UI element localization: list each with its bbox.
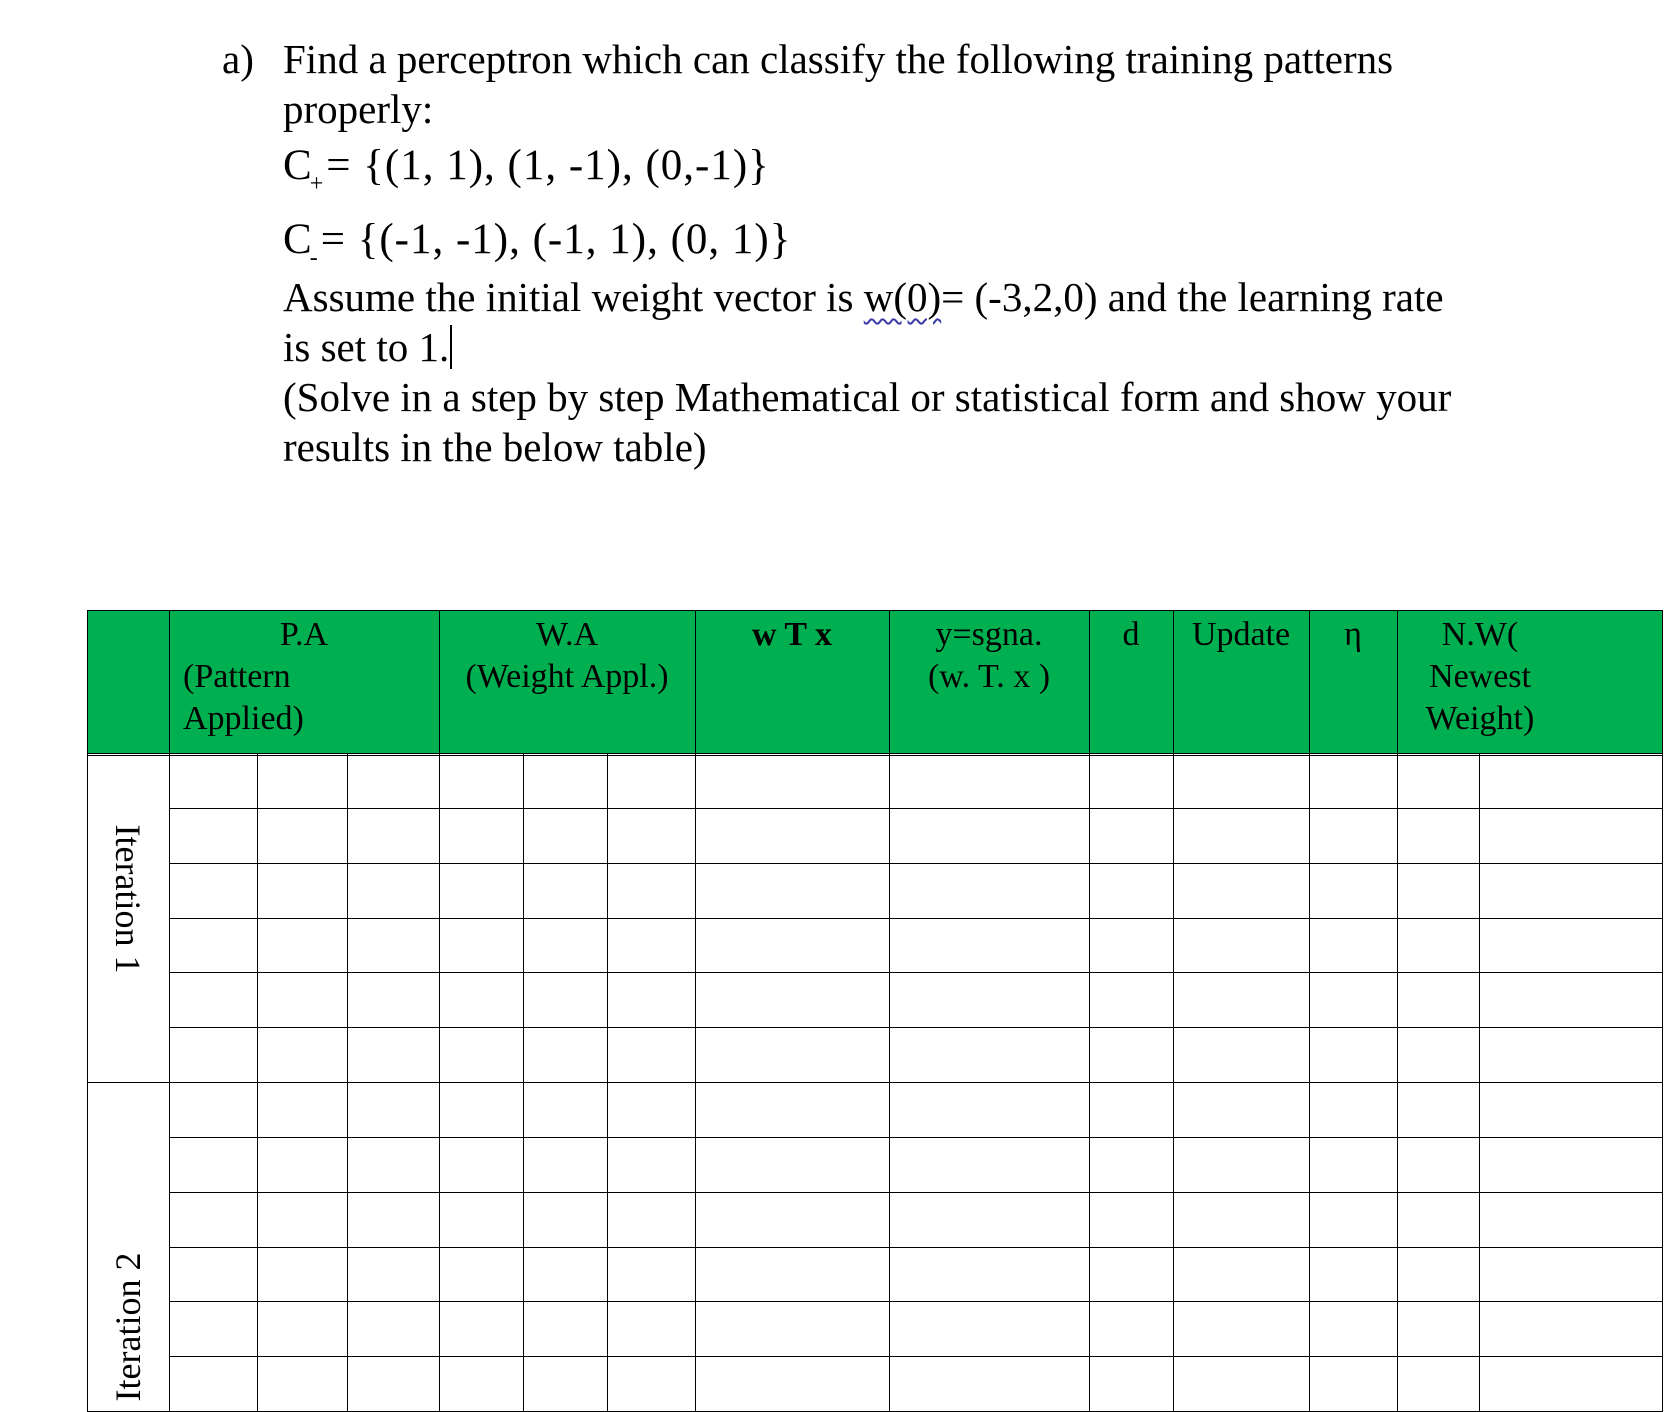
question-line-7: (Solve in a step by step Mathematical or statistical form and show your [283,374,1452,420]
assumption-text: Assume the initial weight vector is [283,274,864,320]
class-negative-set [283,215,791,271]
header-newest-weight [1397,610,1563,754]
question-block [0,0,1667,560]
question-marker: a) [222,36,254,82]
column-divider [889,754,890,1412]
column-divider [347,754,348,1412]
header-column-divider [169,610,170,754]
header-update-label: Update [1191,616,1291,653]
header-wa-line1: W.A [535,616,599,653]
row-divider [169,863,1663,864]
header-y-line2: (w. T. x ) [927,658,1051,695]
header-wtx-label: w T x [751,616,832,653]
iteration-1-label: Iteration 1 [108,824,148,974]
header-pa-line3: Applied) [183,700,304,737]
question-line-1: Find a perceptron which can classify the following training patterns [283,36,1394,82]
header-column-divider [695,610,696,754]
class-positive-set [283,141,770,197]
column-divider [169,754,170,1412]
column-divider [87,754,88,1412]
header-column-divider [1089,610,1090,754]
learning-rate-text: is set to 1. [283,324,450,370]
column-divider [1662,754,1663,1412]
header-wtx [695,610,889,754]
row-divider [87,1082,1663,1083]
header-pa-line1: P.A [279,616,329,653]
question-line-6 [283,322,452,372]
column-divider [1479,754,1480,1412]
header-nw-line2: Newest [1429,658,1531,695]
header-learning-rate [1309,610,1397,754]
question-line-8: results in the below table) [283,424,707,470]
column-divider [439,754,440,1412]
header-update [1173,610,1309,754]
class-positive-symbol: C [283,142,313,189]
class-negative-symbol: C [283,216,313,263]
row-divider [169,1192,1663,1193]
body-top-border [87,755,1663,756]
row-divider [169,918,1663,919]
header-column-divider [1173,610,1174,754]
header-column-divider [439,610,440,754]
header-pattern-applied [169,610,439,754]
header-y-line1: y=sgna. [935,616,1043,653]
row-divider [169,1027,1663,1028]
column-divider [523,754,524,1412]
class-positive-members: = {(1, 1), (1, -1), (0,-1)} [326,142,770,189]
header-nw-line1: N.W( [1441,616,1519,653]
column-divider [1089,754,1090,1412]
class-negative-subscript: - [309,245,319,271]
row-divider [169,1356,1663,1357]
assumption-text-cont: = (-3,2,0) and the learning rate [941,274,1444,320]
column-divider [257,754,258,1412]
header-d-label: d [1122,616,1140,653]
class-positive-subscript: + [309,171,325,197]
header-y-sign [889,610,1089,754]
header-wa-line2: (Weight Appl.) [465,658,669,695]
row-divider [169,1301,1663,1302]
iteration-2-label: Iteration 2 [108,1252,148,1402]
column-divider [607,754,608,1412]
row-divider [169,1247,1663,1248]
header-column-divider [1397,610,1398,754]
text-cursor [450,325,452,369]
column-divider [1397,754,1398,1412]
class-negative-members: = {(-1, -1), (-1, 1), (0, 1)} [320,216,792,263]
header-column-divider [1309,610,1310,754]
row-divider [169,972,1663,973]
header-bottom-border [87,753,1663,754]
initial-weight-symbol: w(0) [863,274,942,320]
question-line-2: properly: [283,86,434,132]
row-divider [169,808,1663,809]
header-weight-applied [439,610,695,754]
table-top-border [87,610,1663,611]
column-divider [1173,754,1174,1412]
header-desired [1089,610,1173,754]
header-eta-label: η [1344,616,1362,653]
question-line-5 [283,272,1444,322]
header-nw-line3: Weight) [1425,700,1535,737]
column-divider [1309,754,1310,1412]
column-divider [695,754,696,1412]
results-table [87,610,1663,1412]
header-column-divider [1662,610,1663,754]
row-divider [169,1137,1663,1138]
header-pa-line2: (Pattern [183,658,291,695]
header-column-divider [87,610,88,754]
header-column-divider [889,610,890,754]
